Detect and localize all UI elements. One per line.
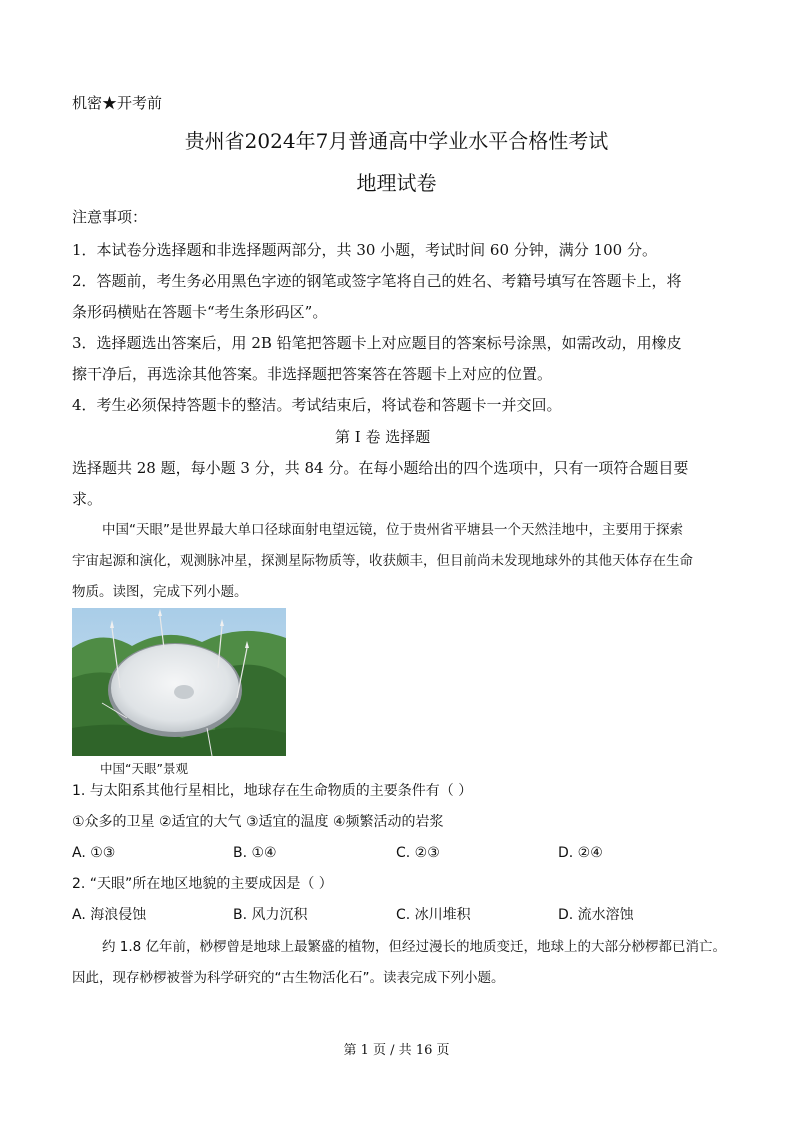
notice-item-1: 1．本试卷分选择题和非选择题两部分，共 30 小题，考试时间 60 分钟，满分 100 分。 xyxy=(72,241,657,259)
telescope-illustration xyxy=(72,608,286,756)
section-intro-a: 选择题共 28 题，每小题 3 分，共 84 分。在每小题给出的四个选项中，只有一项符合题目要 xyxy=(72,459,689,477)
notice-item-2b: 条形码横贴在答题卡“考生条形码区”。 xyxy=(72,303,328,321)
q2-option-d: D. 流水溶蚀 xyxy=(558,907,634,923)
section-title: 第 I 卷 选择题 xyxy=(335,428,431,446)
notice-heading: 注意事项： xyxy=(72,208,148,226)
q2-stem: 2. “天眼”所在地区地貌的主要成因是（ ） xyxy=(72,876,333,892)
passage1-b: 宇宙起源和演化，观测脉冲星，探测星际物质等，收获颇丰，但目前尚未发现地球外的其他天体存在生命 xyxy=(72,553,693,569)
q1-option-a: A. ①③ xyxy=(72,845,116,861)
section-intro-b: 求。 xyxy=(72,490,103,508)
secret-label: 机密★开考前 xyxy=(72,94,163,112)
q1-option-b: B. ①④ xyxy=(233,845,277,861)
fast-telescope-photo xyxy=(72,608,286,756)
q2-option-c: C. 冰川堆积 xyxy=(396,907,471,923)
subject-title: 地理试卷 xyxy=(356,171,437,195)
notice-item-2a: 2．答题前，考生务必用黑色字迹的钢笔或签字笔将自己的姓名、考籍号填写在答题卡上，将 xyxy=(72,272,682,290)
notice-item-3b: 擦干净后，再选涂其他答案。非选择题把答案答在答题卡上对应的位置。 xyxy=(72,365,553,383)
q1-stem: 1. 与太阳系其他行星相比，地球存在生命物质的主要条件有（ ） xyxy=(72,783,473,799)
q1-items: ①众多的卫星 ②适宜的大气 ③适宜的温度 ④频繁活动的岩浆 xyxy=(72,814,444,830)
passage2-a: 约 1.8 亿年前，桫椤曾是地球上最繁盛的植物，但经过漫长的地质变迁，地球上的大部分桫椤都已消亡。 xyxy=(102,939,727,955)
q1-option-c: C. ②③ xyxy=(396,845,440,861)
passage2-b: 因此，现存桫椤被誉为科学研究的“古生物活化石”。读表完成下列小题。 xyxy=(72,970,505,986)
figure-caption: 中国“天眼”景观 xyxy=(100,761,188,776)
q2-option-a: A. 海浪侵蚀 xyxy=(72,907,147,923)
exam-title: 贵州省2024年7月普通高中学业水平合格性考试 xyxy=(184,129,609,153)
passage1-c: 物质。读图，完成下列小题。 xyxy=(72,584,248,600)
q2-option-b: B. 风力沉积 xyxy=(233,907,308,923)
notice-item-3a: 3．选择题选出答案后，用 2B 铅笔把答题卡上对应题目的答案标号涂黑，如需改动，用橡皮 xyxy=(72,334,682,352)
notice-item-4: 4．考生必须保持答题卡的整洁。考试结束后，将试卷和答题卡一并交回。 xyxy=(72,396,562,414)
q1-option-d: D. ②④ xyxy=(558,845,603,861)
passage1-a: 中国“天眼”是世界最大单口径球面射电望远镜，位于贵州省平塘县一个天然洼地中，主要用于探索 xyxy=(102,522,683,538)
page-number: 第 1 页 / 共 16 页 xyxy=(343,1043,450,1058)
